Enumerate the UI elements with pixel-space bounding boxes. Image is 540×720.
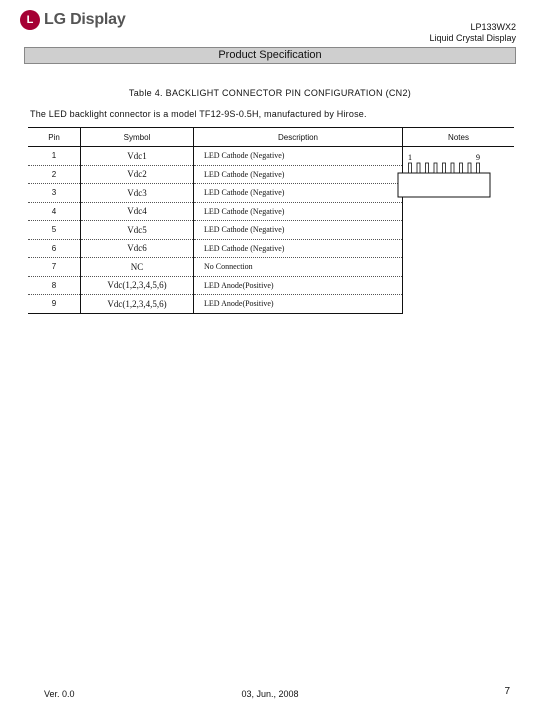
symbol-cell: Vdc5 — [81, 221, 194, 240]
pin-cell: 1 — [28, 147, 81, 166]
connector-pin — [409, 163, 412, 173]
connector-pin — [451, 163, 454, 173]
version-text: Ver. 0.0 — [44, 689, 75, 699]
description-cell: LED Cathode (Negative) — [194, 202, 403, 221]
section-banner: Product Specification — [24, 47, 516, 64]
connector-body — [398, 173, 490, 197]
pin-cell: 7 — [28, 258, 81, 277]
pin-cell: 4 — [28, 202, 81, 221]
model-block — [429, 22, 516, 44]
table-title: Table 4. BACKLIGHT CONNECTOR PIN CONFIGURATION (CN2) — [128, 88, 412, 98]
symbol-cell: Vdc(1,2,3,4,5,6) — [81, 276, 194, 295]
pin-cell: 8 — [28, 276, 81, 295]
page-number: 7 — [504, 686, 510, 697]
symbol-cell: Vdc1 — [81, 147, 194, 166]
pin-cell: 6 — [28, 239, 81, 258]
lg-display-logo — [20, 8, 126, 32]
connector-pin — [477, 163, 480, 173]
description-cell: LED Cathode (Negative) — [194, 147, 403, 166]
pin-cell: 3 — [28, 184, 81, 203]
header-symbol: Symbol — [81, 128, 194, 147]
symbol-cell: Vdc2 — [81, 165, 194, 184]
header-notes: Notes — [403, 128, 515, 147]
symbol-cell: Vdc3 — [81, 184, 194, 203]
description-cell: LED Cathode (Negative) — [194, 184, 403, 203]
symbol-cell: Vdc4 — [81, 202, 194, 221]
connector-pins — [409, 163, 480, 173]
symbol-cell: NC — [81, 258, 194, 277]
symbol-cell: Vdc(1,2,3,4,5,6) — [81, 295, 194, 314]
pin-cell: 9 — [28, 295, 81, 314]
table-header-row — [28, 128, 514, 147]
model-number: LP133WX2 — [470, 22, 516, 32]
header-description: Description — [194, 128, 403, 147]
description-cell: No Connection — [194, 258, 403, 277]
description-cell: LED Cathode (Negative) — [194, 165, 403, 184]
connector-pin — [443, 163, 446, 173]
header-pin: Pin — [28, 128, 81, 147]
connector-pin — [426, 163, 429, 173]
connector-pin — [460, 163, 463, 173]
logo-text: LG Display — [44, 11, 126, 28]
first-pin-label: 1 — [408, 153, 412, 162]
pin-cell: 2 — [28, 165, 81, 184]
last-pin-label: 9 — [476, 153, 480, 162]
description-cell: LED Cathode (Negative) — [194, 239, 403, 258]
pin-cell: 5 — [28, 221, 81, 240]
connector-pin — [417, 163, 420, 173]
description-cell: LED Cathode (Negative) — [194, 221, 403, 240]
description-cell: LED Anode(Positive) — [194, 295, 403, 314]
description-cell: LED Anode(Positive) — [194, 276, 403, 295]
product-type: Liquid Crystal Display — [429, 33, 516, 43]
connector-pin — [468, 163, 471, 173]
date-text: 03, Jun., 2008 — [241, 689, 299, 699]
connector-pin — [434, 163, 437, 173]
connector-diagram — [392, 150, 496, 200]
intro-text: The LED backlight connector is a model TF12-9S-0.5H, manufactured by Hirose. — [30, 109, 367, 119]
lg-logo-icon: L — [20, 10, 40, 30]
symbol-cell: Vdc6 — [81, 239, 194, 258]
